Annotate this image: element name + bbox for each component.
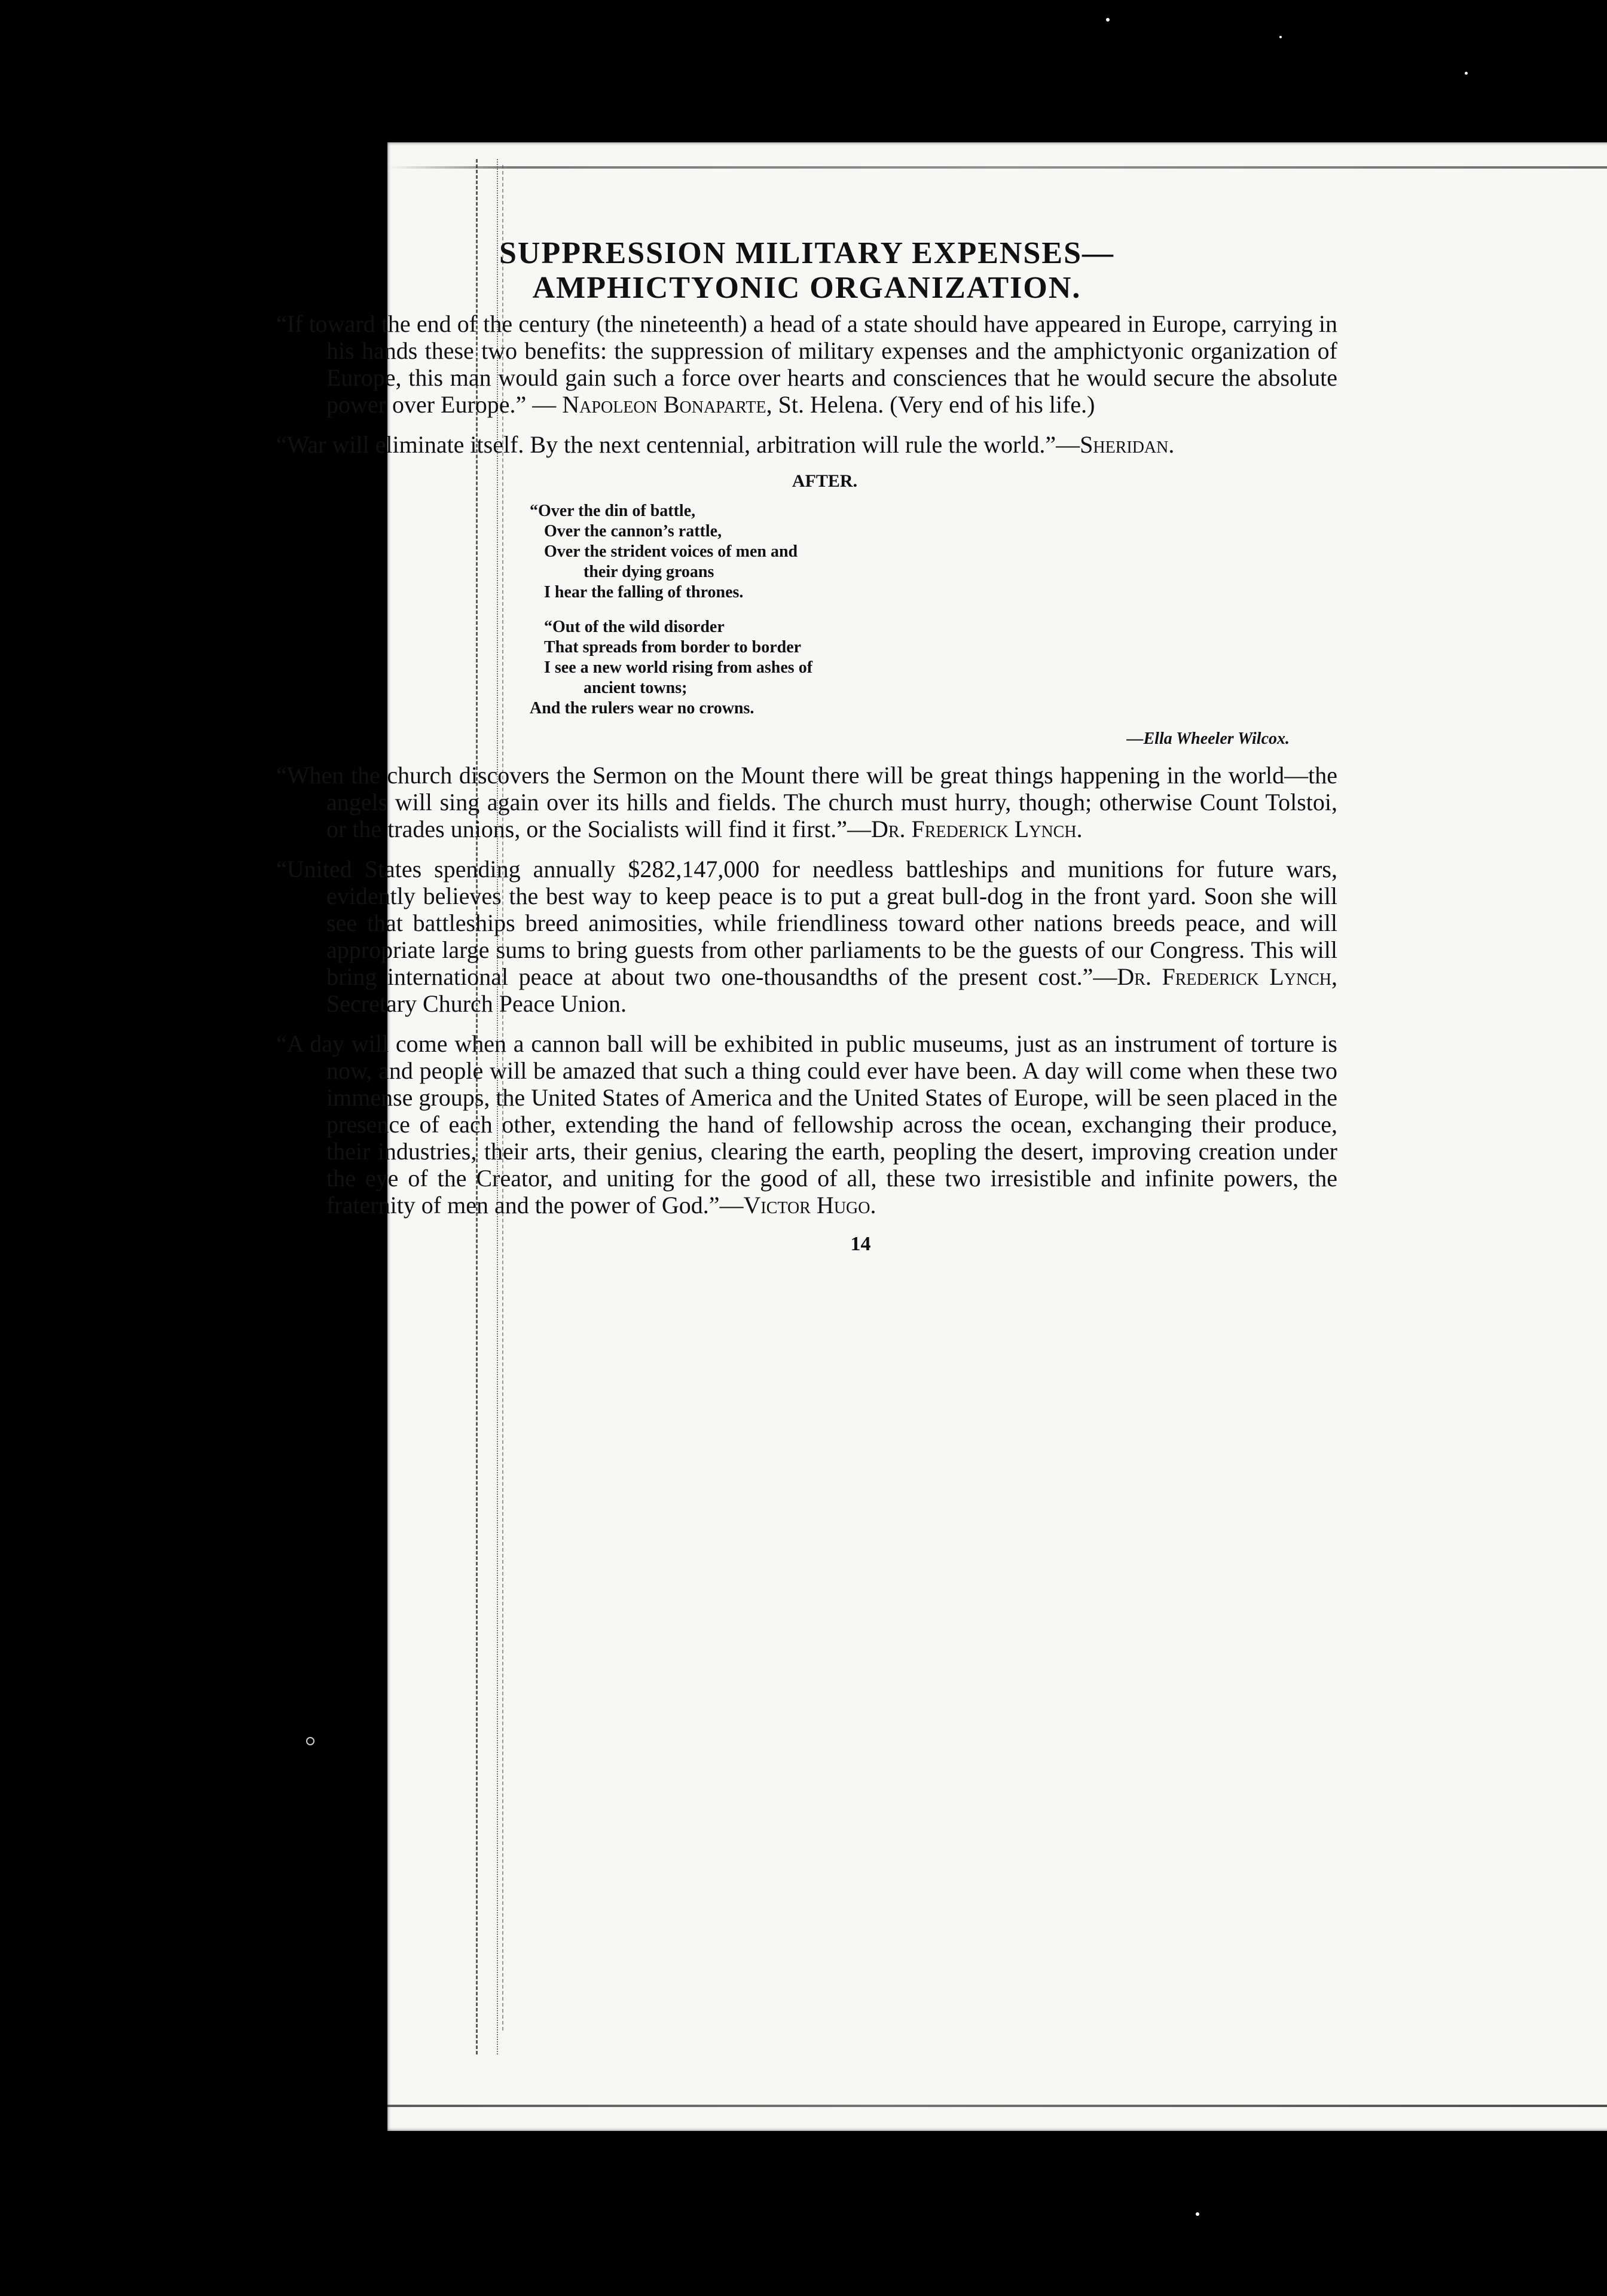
quote-hugo	[276, 1030, 1337, 1219]
poem-line: their dying groans	[583, 563, 714, 581]
poem-after	[276, 471, 1337, 749]
scan-speck	[1106, 18, 1110, 22]
poem-line: That spreads from border to border	[544, 638, 802, 657]
poem-line: “Out of the wild disorder	[544, 618, 725, 636]
scan-speck	[306, 1737, 314, 1745]
quote-text: “War will eliminate itself. By the next centennial, arbitration will rule the world.”—	[276, 431, 1080, 458]
quote-text: “A day will come when a cannon ball will be exhibited in public museums, just as an instrument of torture is now, and people will be amazed that such a thing could ever have been. A day will come when these two immense groups, the United States of America and the United States of Europe, will be seen placed in the presence of each other, extending the hand of fellowship across the ocean, exchanging their produce, their industries, their arts, their genius, clearing the earth, peopling the desert, improving creation under the eye of the Creator, and uniting for the good of all, these two irresistible and infinite powers, the fraternity of men and the power of God.”—	[276, 1030, 1337, 1219]
poem-line: ancient towns;	[583, 679, 688, 697]
quote-suffix: .	[870, 1192, 876, 1219]
poem-line: I see a new world rising from ashes of	[544, 658, 813, 677]
quote-napoleon	[276, 310, 1337, 418]
quote-lynch-battleships	[276, 856, 1337, 1017]
scan-speck	[1196, 2212, 1199, 2216]
title-line-2: AMPHICTYONIC ORGANIZATION.	[532, 271, 1081, 305]
quote-suffix: .	[1076, 816, 1083, 842]
quote-suffix: , Secretary Church Peace Union.	[326, 963, 1337, 1017]
quote-text: “If toward the end of the century (the nineteenth) a head of a state should have appeared in Europe, carrying in his hands these two benefits: the suppression of military expenses and the amphictyonic organization of Europe, this man would gain such a force over hearts and consciences that he would secure the absolute power over Europe.” —	[276, 310, 1337, 418]
title-line-1: SUPPRESSION MILITARY EXPENSES—	[499, 236, 1115, 270]
quote-attribution: Dr. Frederick Lynch	[1117, 963, 1331, 990]
scan-speck	[1465, 72, 1468, 75]
poem-stanza-2	[530, 617, 1337, 719]
poem-line: Over the strident voices of men and	[544, 542, 798, 561]
quote-attribution: Sheridan	[1080, 431, 1169, 458]
quote-attribution: Napoleon Bonaparte	[562, 391, 766, 418]
scan-speck	[1279, 36, 1282, 38]
page-title	[276, 236, 1337, 306]
poem-line: And the rulers wear no crowns.	[530, 699, 754, 718]
page-bottom-edge	[387, 2105, 1607, 2107]
quote-suffix: , St. Helena. (Very end of his life.)	[766, 391, 1095, 418]
page-top-edge	[387, 166, 1607, 169]
poem-line: I hear the falling of thrones.	[544, 583, 744, 602]
poem-attribution: —Ella Wheeler Wilcox.	[1126, 729, 1290, 748]
poem-line: “Over the din of battle,	[530, 502, 696, 520]
quote-attribution: Dr. Frederick Lynch	[870, 816, 1077, 842]
quote-suffix: .	[1168, 431, 1175, 458]
quote-text: “United States spending annually $282,147,000 for needless battleships and munitions for future wars, evidently believes the best way to keep peace is to put a great bull-dog in the front yard. Soon she will see that battleships breed animosities, while friendliness toward other nations breeds peace, and will appropriate large sums to bring guests from other parliaments to be the guests of our Congress. This will bring international peace at about two one-thousandths of the present cost.”—	[276, 856, 1337, 990]
page-content	[276, 236, 1337, 1256]
quote-sheridan	[276, 431, 1337, 458]
quote-lynch-church	[276, 762, 1337, 842]
poem-stanza-1	[530, 501, 1337, 603]
poem-title: AFTER.	[792, 471, 858, 491]
page-number: 14	[850, 1233, 871, 1255]
poem-line: Over the cannon’s rattle,	[544, 522, 722, 541]
quote-text: “When the church discovers the Sermon on the Mount there will be great things happening in the world—the angels will sing again over its hills and fields. The church must hurry, though; otherwise Count Tolstoi, or the trades unions, or the Socialists will find it first.”—	[276, 762, 1337, 842]
quote-attribution: Victor Hugo	[743, 1192, 870, 1219]
